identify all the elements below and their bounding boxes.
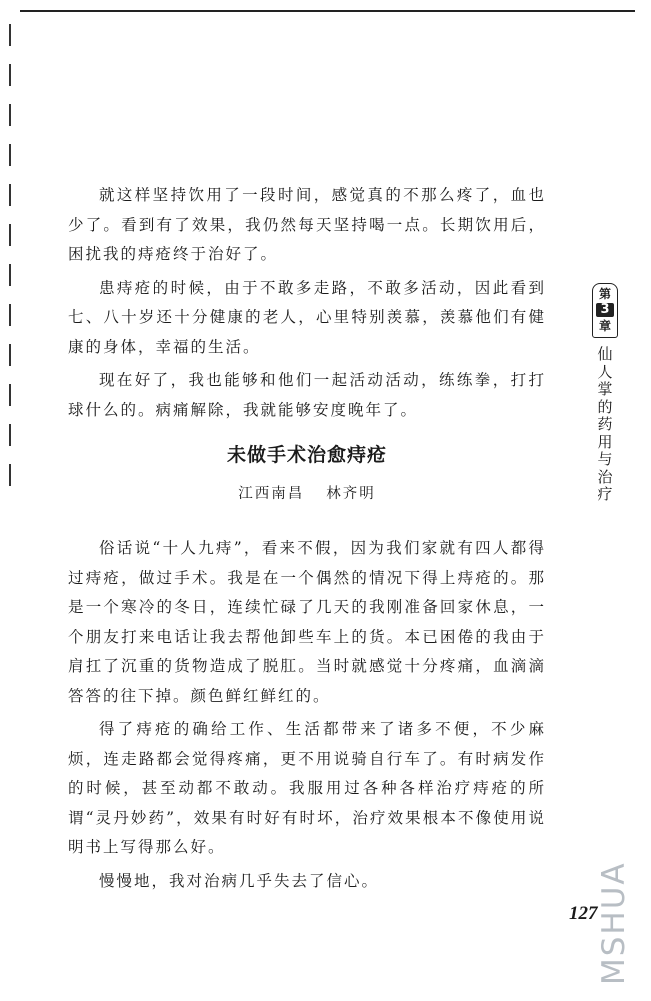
- paragraph: 俗话说“十人九痔”，看来不假，因为我们家就有四人都得过痔疮，做过手术。我是在一个偶然的情况下得上痔疮的。那是一个寒冷的冬日，连续忙碌了几天的我刚准备回家休息，一个朋友打来电话让我去帮他卸些车上的货。本已困倦的我由于肩扛了沉重的货物造成了脱肛。当时就感觉十分疼痛，血滴滴答答的往下掉。颜色鲜红鲜红的。: [68, 539, 546, 705]
- chapter-suffix: 章: [598, 319, 611, 333]
- author-location: 江西南昌: [238, 486, 305, 502]
- binding-marks: [9, 24, 12, 504]
- author-name: 林齐明: [326, 486, 376, 502]
- page-number: 127: [569, 903, 598, 924]
- paragraph: 得了痔疮的确给工作、生活都带来了诸多不便，不少麻烦，连走路都会觉得疼痛，更不用说骑自行车了。有时病发作的时候，甚至动都不敢动。我服用过各种各样治疗痔疮的所谓“灵丹妙药”，效果有时好有时坏，治疗效果根本不像使用说明书上写得那么好。: [68, 720, 546, 856]
- paragraph: 慢慢地，我对治病几乎失去了信心。: [99, 871, 380, 890]
- paragraph: 就这样坚持饮用了一段时间，感觉真的不那么疼了，血也少了。看到有了效果，我仍然每天坚持喝一点。长期饮用后，困扰我的痔疮终于治好了。: [68, 186, 546, 263]
- paragraph: 现在好了，我也能够和他们一起活动活动，练练拳，打打球什么的。病痛解除，我就能够安度晚年了。: [68, 371, 546, 419]
- header-rule: [20, 10, 635, 12]
- chapter-title: 仙人掌的药用与治疗: [597, 345, 613, 503]
- previous-article-ending: [68, 181, 546, 429]
- article-title: 未做手术治愈痔疮: [226, 444, 387, 466]
- author-line: [68, 482, 546, 503]
- chapter-number: 3: [596, 303, 614, 317]
- chapter-prefix: 第: [598, 287, 611, 301]
- article-body: [68, 534, 546, 900]
- watermark: MSHUA: [596, 861, 632, 985]
- paragraph: 患痔疮的时候，由于不敢多走路，不敢多活动，因此看到七、八十岁还十分健康的老人，心里特别羡慕，羡慕他们有健康的身体，幸福的生活。: [68, 278, 546, 356]
- chapter-tab: [592, 283, 618, 338]
